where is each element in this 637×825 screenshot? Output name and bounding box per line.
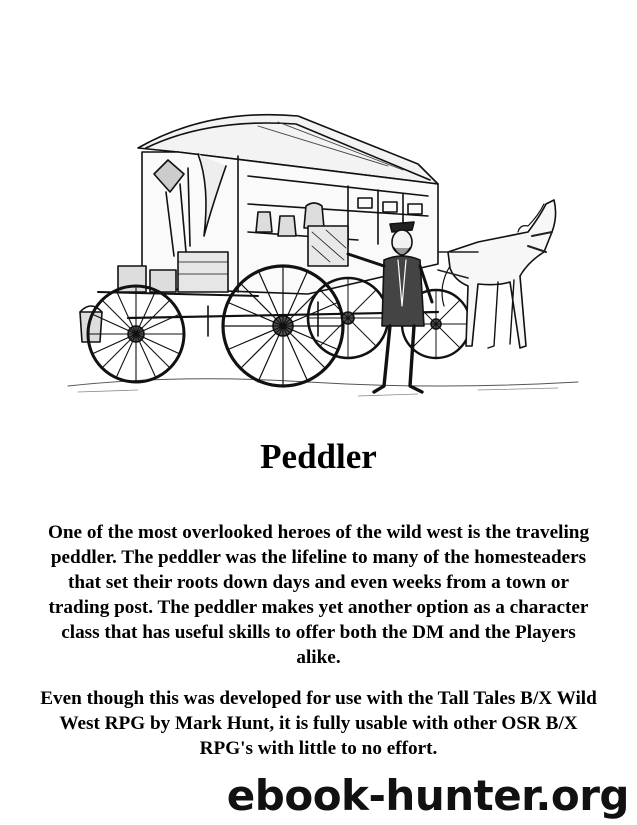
peddler-wagon-illustration (58, 56, 582, 414)
page-title: Peddler (260, 437, 377, 476)
watermark-text: ebook-hunter.org (223, 770, 633, 822)
usage-paragraph: Even though this was developed for use with the Tall Tales B/X Wild West RPG by Mark Hunt, it is fully usable with other OSR B/X RPG's with little to no effort. (40, 688, 597, 759)
intro-paragraph: One of the most overlooked heroes of the wild west is the traveling peddler. The peddler was the lifeline to many of the homesteaders that set their roots down days and even weeks from a town or trading post. The peddler makes yet another option as a character class that has useful skills to offer both the DM and the Players alike. (47, 522, 590, 668)
